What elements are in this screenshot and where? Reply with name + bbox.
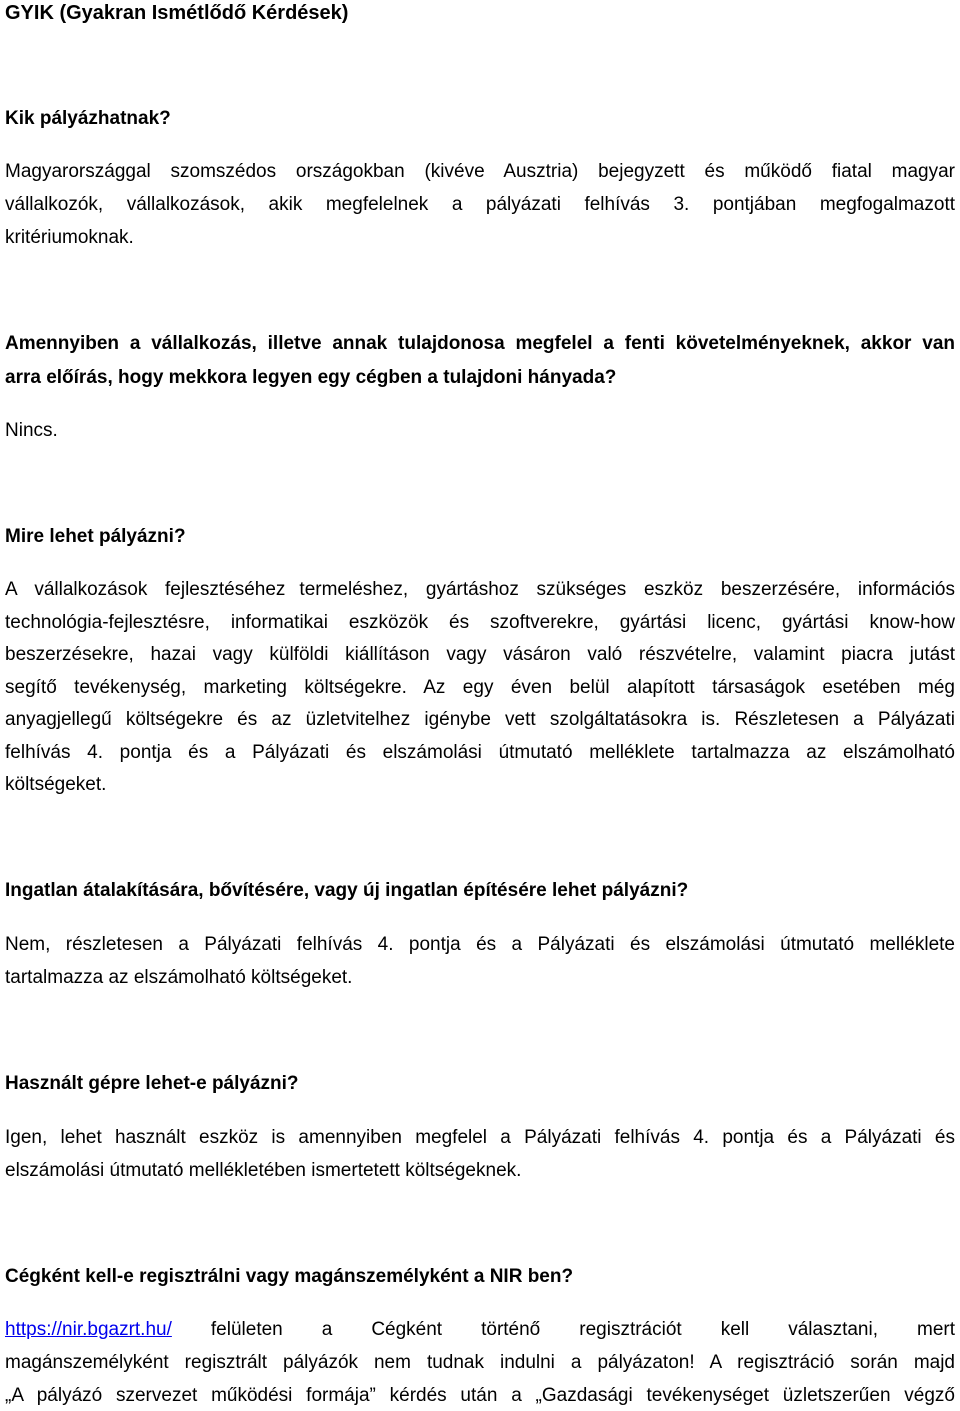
faq-question-2-line-1: Amennyiben a vállalkozás, illetve annak tulajdonosa megfelel a fenti követelményeknek, akkor van xyxy=(5,333,955,354)
faq-answer-3-line-2: technológia-fejlesztésre, informatikai eszközök és szoftverekre, gyártási licenc, gyártási know-how xyxy=(5,612,955,633)
faq-answer-6-line-2: magánszemélyként regisztrált pályázók nem tudnak indulni a pályázaton! A regisztráció során majd xyxy=(5,1352,955,1373)
faq-answer-4-line-2: tartalmazza az elszámolható költségeket. xyxy=(5,967,353,988)
faq-question-4: Ingatlan átalakítására, bővítésére, vagy új ingatlan építésére lehet pályázni? xyxy=(5,880,689,901)
faq-answer-3-line-3: beszerzésekre, hazai vagy külföldi kiállításon vagy vásáron való részvételre, valamint piacra jutást xyxy=(5,644,955,665)
faq-answer-4-line-1: Nem, részletesen a Pályázati felhívás 4. pontja és a Pályázati és elszámolási útmutató melléklete xyxy=(5,934,955,955)
page-title: GYIK (Gyakran Ismétlődő Kérdések) xyxy=(5,2,349,24)
faq-question-1: Kik pályázhatnak? xyxy=(5,108,171,129)
faq-question-3: Mire lehet pályázni? xyxy=(5,526,186,547)
faq-answer-2: Nincs. xyxy=(5,420,58,441)
faq-answer-1-line-1: Magyarországgal szomszédos országokban (kivéve Ausztria) bejegyzett és működő fiatal magyar xyxy=(5,161,955,182)
faq-answer-1-line-2: vállalkozók, vállalkozások, akik megfelelnek a pályázati felhívás 3. pontjában megfogalmazott xyxy=(5,194,955,215)
faq-question-5: Használt gépre lehet-e pályázni? xyxy=(5,1073,299,1094)
faq-answer-3-line-1a: A vállalkozások fejlesztéséhez xyxy=(5,579,286,600)
faq-answer-6-line-3: „A pályázó szervezet működési formája” kérdés után a „Gazdasági tevékenységet üzletszerűen végző xyxy=(5,1385,955,1406)
faq-answer-3-line-5: anyagjellegű költségekre és az üzletvitelhez igénybe vett szolgáltatásokra is. Részletesen a Pályázati xyxy=(5,709,955,730)
faq-answer-3-line-1b: termeléshez, gyártáshoz szükséges eszköz beszerzésére, információs xyxy=(299,579,955,600)
faq-answer-1-line-3: kritériumoknak. xyxy=(5,227,134,248)
faq-answer-3-line-6: felhívás 4. pontja és a Pályázati és elszámolási útmutató melléklete tartalmazza az elszámolható xyxy=(5,742,955,763)
faq-answer-5-line-1: Igen, lehet használt eszköz is amennyiben megfelel a Pályázati felhívás 4. pontja és a Pályázati és xyxy=(5,1127,955,1148)
faq-question-2-line-2: arra előírás, hogy mekkora legyen egy cégben a tulajdoni hányada? xyxy=(5,367,617,388)
faq-answer-5-line-2: elszámolási útmutató mellékletében ismertetett költségeknek. xyxy=(5,1160,522,1181)
faq-answer-3-line-1 xyxy=(5,578,955,602)
faq-answer-6-line-1 xyxy=(5,1318,955,1342)
nir-link[interactable]: https://nir.bgazrt.hu/ xyxy=(5,1319,172,1340)
faq-answer-3-line-7: költségeket. xyxy=(5,774,107,795)
faq-question-6: Cégként kell-e regisztrálni vagy magánszemélyként a NIR ben? xyxy=(5,1266,574,1287)
faq-answer-3-line-4: segítő tevékenység, marketing költségekre. Az egy éven belül alapított társaságok esetében még xyxy=(5,677,955,698)
faq-answer-6-line-1-text: felületen a Cégként történő regisztrációt kell választani, mert xyxy=(210,1319,955,1340)
